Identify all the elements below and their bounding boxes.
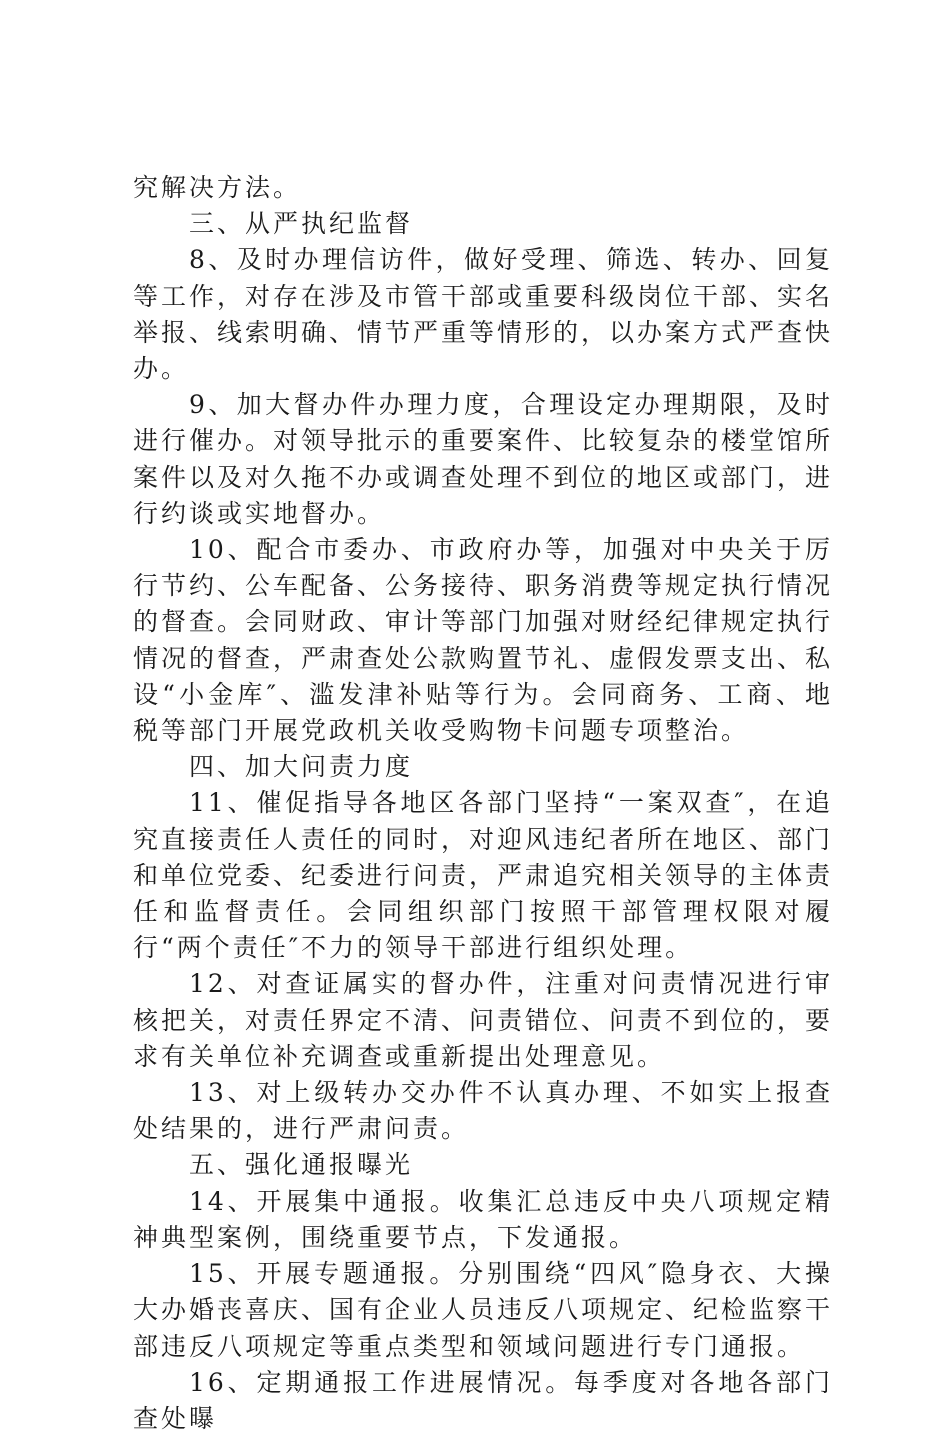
section-heading-4: 四、加大问责力度 <box>189 752 414 782</box>
paragraph-item-13: 13、对上级转办交办件不认真办理、不如实上报查处结果的，进行严肃问责。 <box>133 1078 833 1144</box>
paragraph-item-11: 11、催促指导各地区各部门坚持“一案双查″，在追究直接责任人责任的同时，对迎风违纪者所在地区、部门和单位党委、纪委进行问责，严肃追究相关领导的主体责任和监督责任。会同组织部门按照干部管理权限对履行“两个责任″不力的领导干部进行组织处理。 <box>133 788 834 963</box>
section-heading-5: 五、强化通报曝光 <box>189 1150 414 1180</box>
paragraph-continuation: 究解决方法。 <box>133 173 302 202</box>
paragraph-item-8: 8、及时办理信访件，做好受理、筛选、转办、回复等工作，对存在涉及市管干部或重要科级岗位干部、实名举报、线索明确、情节严重等情形的，以办案方式严查快办。 <box>133 245 834 384</box>
paragraph-item-10: 10、配合市委办、市政府办等，加强对中央关于厉行节约、公车配备、公务接待、职务消费等规定执行情况的督查。会同财政、审计等部门加强对财经纪律规定执行情况的督查，严肃查处公款购置节礼、虚假发票支出、私设“小金库″、滥发津补贴等行为。会同商务、工商、地税等部门开展党政机关收受购物卡问题专项整治。 <box>133 535 834 746</box>
paragraph-item-12: 12、对查证属实的督办件，注重对问责情况进行审核把关，对责任界定不清、问责错位、问责不到位的，要求有关单位补充调查或重新提出处理意见。 <box>133 969 834 1071</box>
section-heading-3: 三、从严执纪监督 <box>189 209 414 239</box>
paragraph-item-9: 9、加大督办件办理力度，合理设定办理期限，及时进行催办。对领导批示的重要案件、比较复杂的楼堂馆所案件以及对久拖不办或调查处理不到位的地区或部门，进行约谈或实地督办。 <box>133 390 834 528</box>
document-body <box>133 170 833 1437</box>
paragraph-item-14: 14、开展集中通报。收集汇总违反中央八项规定精神典型案例，围绕重要节点，下发通报。 <box>133 1186 833 1252</box>
paragraph-item-15: 15、开展专题通报。分别围绕“四风″隐身衣、大操大办婚丧喜庆、国有企业人员违反八项规定、纪检监察干部违反八项规定等重点类型和领域问题进行专门通报。 <box>133 1259 834 1361</box>
paragraph-item-16: 16、定期通报工作进展情况。每季度对各地各部门查处曝 <box>133 1367 833 1433</box>
